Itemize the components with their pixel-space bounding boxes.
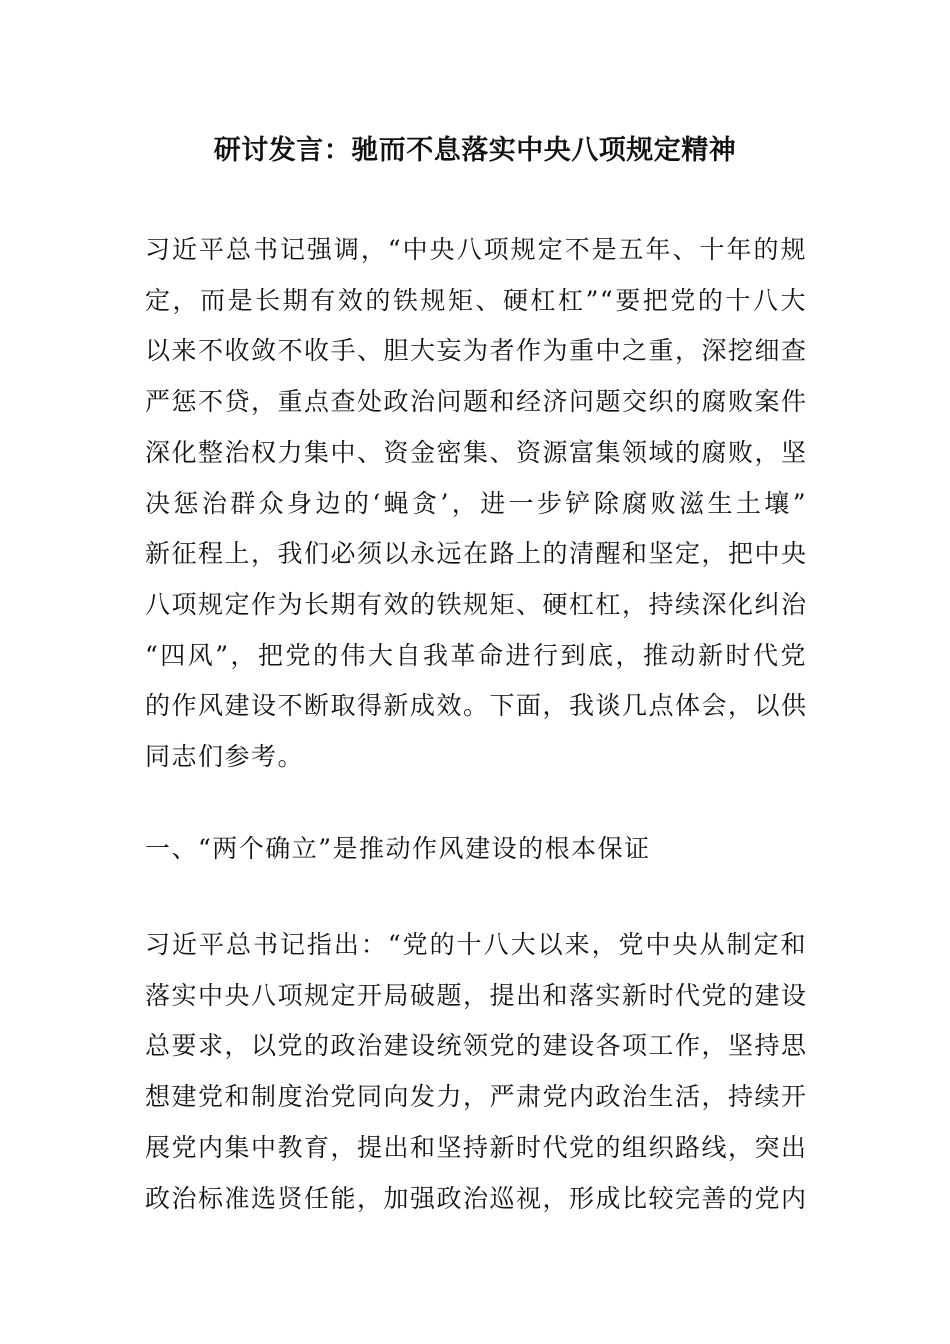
text-line: 严惩不贷，重点查处政治问题和经济问题交织的腐败案件 [145,387,808,417]
text-line: 以来不收敛不收手、胆大妄为者作为重中之重，深挖细查 [145,336,808,366]
text-line: 政治标准选贤任能，加强政治巡视，形成比较完善的党内 [145,1183,808,1213]
text-line: “四风”，把党的伟大自我革命进行到底，推动新时代党 [145,640,807,670]
text-line: 同志们参考。 [145,742,305,772]
section-heading [145,824,807,875]
text-line: 深化整治权力集中、资金密集、资源富集领域的腐败，坚 [145,437,808,467]
text-line: 决惩治群众身边的‘蝇贪’，进一步铲除腐败滋生土壤” [145,488,807,518]
text-line: 的作风建设不断取得新成效。下面，我谈几点体会，以供 [145,691,808,721]
document-title: 研讨发言：驰而不息落实中央八项规定精神 [213,135,737,166]
text-line: 新征程上，我们必须以永远在路上的清醒和坚定，把中央 [145,539,808,569]
section-heading-text: 一、“两个确立”是推动作风建设的根本保证 [145,834,651,863]
text-line: 八项规定作为长期有效的铁规矩、硬杠杠，持续深化纠治 [145,589,808,619]
text-line: 展党内集中教育，提出和坚持新时代党的组织路线，突出 [145,1132,808,1162]
text-line: 习近平总书记强调，“中央八项规定不是五年、十年的规 [145,235,807,264]
paragraph-intro [145,225,807,783]
text-line: 习近平总书记指出：“党的十八大以来，党中央从制定和 [145,930,807,959]
text-line: 定，而是长期有效的铁规矩、硬杠杠”“要把党的十八大 [145,285,807,315]
paragraph-section1 [145,920,807,1224]
text-line: 总要求，以党的政治建设统领党的建设各项工作，坚持思 [145,1031,808,1061]
text-line: 落实中央八项规定开局破题，提出和落实新时代党的建设 [145,980,808,1010]
text-line: 想建党和制度治党同向发力，严肃党内政治生活，持续开 [145,1082,808,1112]
